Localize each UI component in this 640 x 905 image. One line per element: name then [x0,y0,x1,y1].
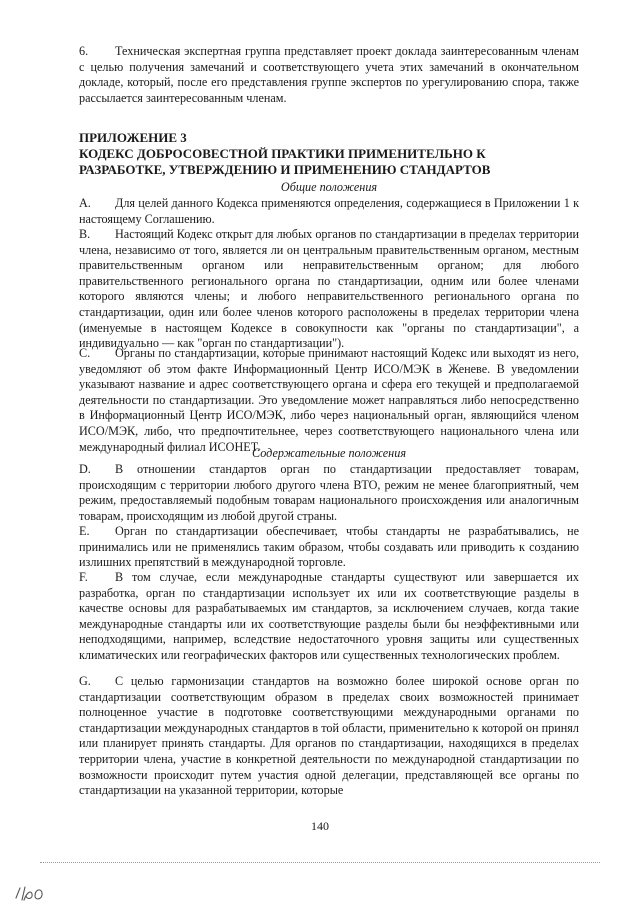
paragraph-text: В том случае, если международные стандарты существуют или завершается их разработка, орган по стандартизации использует их или их соответствующие разделы в качестве основы для разрабатываемых им стандартов, за исключением случаев, когда такие международные стандарты или их соответствующие разделы были бы неэффективными или неподходящими, например, вследствие недостаточного уровня защиты или существенных климатических или географических факторов или существенных технологических проблем. [79,570,579,662]
intro-number: 6. [79,44,89,58]
paragraph-label: Е. [79,524,90,538]
paragraph-label: В. [79,227,91,241]
intro-text: Техническая экспертная группа представляет проект доклада заинтересованным членам с целью получения замечаний и соответствующего учета этих замечаний в окончательном докладе, который, после его представления группе экспертов по урегулированию спора, также рассылается заинтересованным членам. [79,44,579,105]
paragraph-g [79,674,579,799]
paragraph-f [79,570,579,664]
paragraph-text: В отношении стандартов орган по стандартизации предоставляет товарам, происходящим с территории любого другого члена ВТО, режим не менее благоприятный, чем режим, предоставляемый подобным товарам национального происхождения или аналогичным товарам, происходящим из любой другой страны. [79,462,579,523]
paragraph-label: F. [79,570,88,584]
page-number: 140 [311,819,329,833]
handwritten-page-mark [14,884,50,902]
intro-paragraph [79,44,579,106]
paragraph-text: С целью гармонизации стандартов на возможно более широкой основе орган по стандартизации соответствующим образом в пределах своих возможностей принимает полноценное участие в подготовке соответствующими международными органами по стандартизации международных стандартов в той области, применительно к которой он принял или планирует принять стандарты. Для органов по стандартизации, находящихся в пределах территории члена, участие в конкретной деятельности по международной стандартизации по возможности происходит путем участия одной делегации, представляющей все органы по стандартизации на указанной территории, которые [79,674,579,798]
scan-artifact-line [40,862,600,863]
paragraph-label: С. [79,346,91,360]
paragraph-c [79,346,579,455]
paragraph-text: Орган по стандартизации обеспечивает, чтобы стандарты не разрабатывались, не принимались или не применялись таким образом, чтобы создавать или приводить к созданию излишних препятствий в международной торговле. [79,524,579,570]
annex-label: ПРИЛОЖЕНИЕ 3 [79,130,187,145]
paragraph-text: Для целей данного Кодекса применяются определения, содержащиеся в Приложении 1 к настоящему Соглашению. [79,196,579,226]
annex-title-line2: РАЗРАБОТКЕ, УТВЕРЖДЕНИЮ И ПРИМЕНЕНИЮ СТАНДАРТОВ [79,162,491,177]
paragraph-text: Органы по стандартизации, которые принимают настоящий Кодекс или выходят из него, уведомляют об этом факте Информационный Центр ИСО/МЭК в Женеве. В уведомлении указывают название и адрес соответствующего органа и сфера его текущей и предполагаемой деятельности по стандартизации. Это уведомление может направляться либо непосредственно в Информационный Центр ИСО/МЭК, либо через национальный орган, являющийся членом ИСО/МЭК, либо, что предпочтительнее, через соответствующего национального члена или международный филиал ИСОНЕТ. [79,346,579,454]
paragraph-label: А. [79,196,91,210]
paragraph-b [79,227,579,352]
section-heading-general: Общие положения [280,180,378,194]
paragraph-e [79,524,579,571]
section-heading-substantive: Содержательные положения [252,446,406,460]
paragraph-d [79,462,579,524]
paragraph-label: D. [79,462,91,476]
annex-title-line1: КОДЕКС ДОБРОСОВЕСТНОЙ ПРАКТИКИ ПРИМЕНИТЕЛЬНО К [79,146,486,161]
paragraph-label: G. [79,674,91,688]
paragraph-text: Настоящий Кодекс открыт для любых органов по стандартизации в пределах территории члена, независимо от того, является ли он центральным правительственным органом, местным правительственным органом или неправительственным органом; для любого правительственного регионального органа по стандартизации, одним или более членами которого являются члены; и любого неправительственного регионального органа по стандартизации, один или более членов которого расположены в пределах территории члена (именуемые в настоящем Кодексе в совокупности как "органы по стандартизации", а индивидуально — как "орган по стандартизации"). [79,227,579,351]
paragraph-a [79,196,579,227]
